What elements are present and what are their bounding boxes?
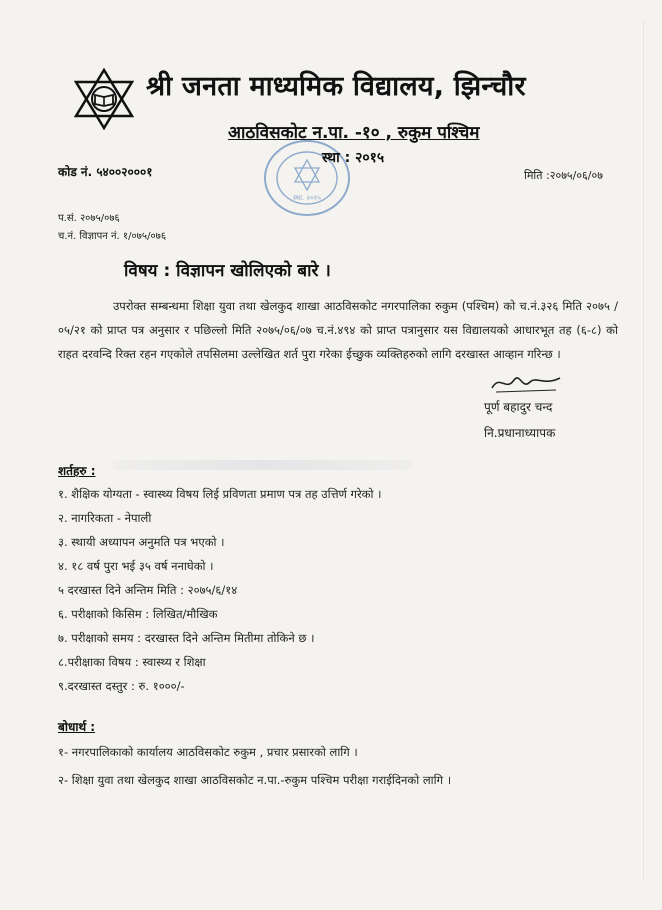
signatory-title: नि.प्रधानाध्यापक [484, 426, 556, 440]
conditions-list [58, 482, 381, 698]
page-edge [643, 20, 644, 880]
patra-sankhya: प.सं. २०७५/०७६ [58, 213, 120, 224]
letter-body: उपरोक्त सम्बन्धमा शिक्षा युवा तथा खेलकुद शाखा आठविसकोट नगरपालिका रुकुम (पश्चिम) को च.नं.३२६ मिति २०७५ /०५/२१ को प्राप्त पत्र अनुसार र पछिल्लो मिति २०७५/०६/०७ च.नं.४९४ को प्राप्त पत्रानुसार यस विद्यालयको आधारभूत तह (६-८) को राहत दरवन्दि रिक्त रहन गएकोले तपसिलमा उल्लेखित शर्त पुरा गरेका ईच्छुक व्यक्तिहरुको लागि दरखास्त आव्हान गरिन्छ । [58, 299, 618, 361]
school-address: आठविसकोट न.पा. -१० , रुकुम पश्चिम [228, 123, 480, 143]
condition-item: ७. परीक्षाको समय : दरखास्त दिने अन्तिम मितीमा तोकिने छ । [58, 631, 315, 645]
condition-item: ८.परीक्षाका विषय : स्वास्थ्य र शिक्षा [58, 655, 206, 669]
condition-item: ६. परीक्षाको किसिम : लिखित/मौखिक [58, 607, 218, 621]
condition-item: २. नागरिकता - नेपाली [58, 511, 152, 525]
condition-item: ३. स्थायी अध्यापन अनुमति पत्र भएको । [58, 535, 225, 549]
stamp-text: स्था. २०१५ [293, 194, 321, 202]
bodartha-item: २- शिक्षा युवा तथा खेलकुद शाखा आठविसकोट न.पा.-रुकुम पश्चिम परीक्षा गराईदिनको लागि । [58, 773, 452, 787]
bodartha-item: १- नगरपालिकाको कार्यालय आठविसकोट रुकुम , प्रचार प्रसारको लागि । [58, 745, 358, 759]
school-name: श्री जनता माध्यमिक विद्यालय, झिन्चौर [146, 71, 526, 102]
signature-icon [486, 368, 566, 398]
condition-item: ४. १८ वर्ष पुरा भई ३५ वर्ष ननाघेको । [58, 559, 214, 573]
reference-block [58, 210, 166, 246]
established-year: स्था : २०१५ [322, 150, 385, 166]
condition-item: ९.दरखास्त दस्तुर : रु. १०००/- [58, 679, 185, 693]
signatory-name: पूर्ण बहादुर चन्द [484, 400, 553, 414]
condition-item: १. शैक्षिक योग्यता - स्वास्थ्य विषय लिई प्रविणता प्रमाण पत्र तह उत्तिर्ण गरेको । [58, 487, 382, 501]
letter-date: मिति :२०७५/०६/०७ [524, 169, 603, 182]
chalani-number: च.नं. विज्ञापन नं. १/०७५/०७६ [58, 231, 167, 242]
bleed-through-mark [112, 460, 412, 470]
bodartha-list [58, 738, 451, 794]
bodartha-heading: बोधार्थ : [58, 720, 96, 734]
conditions-heading: शर्तहरु : [58, 464, 96, 478]
subject-line: विषय : विज्ञापन खोलिएको बारे । [124, 261, 331, 281]
condition-item: ५ दरखास्त दिने अन्तिम मिति : २०७५/६/१४ [58, 583, 238, 597]
school-logo-icon [72, 68, 136, 130]
school-code: कोड नं. ५४००२०००१ [58, 165, 153, 179]
